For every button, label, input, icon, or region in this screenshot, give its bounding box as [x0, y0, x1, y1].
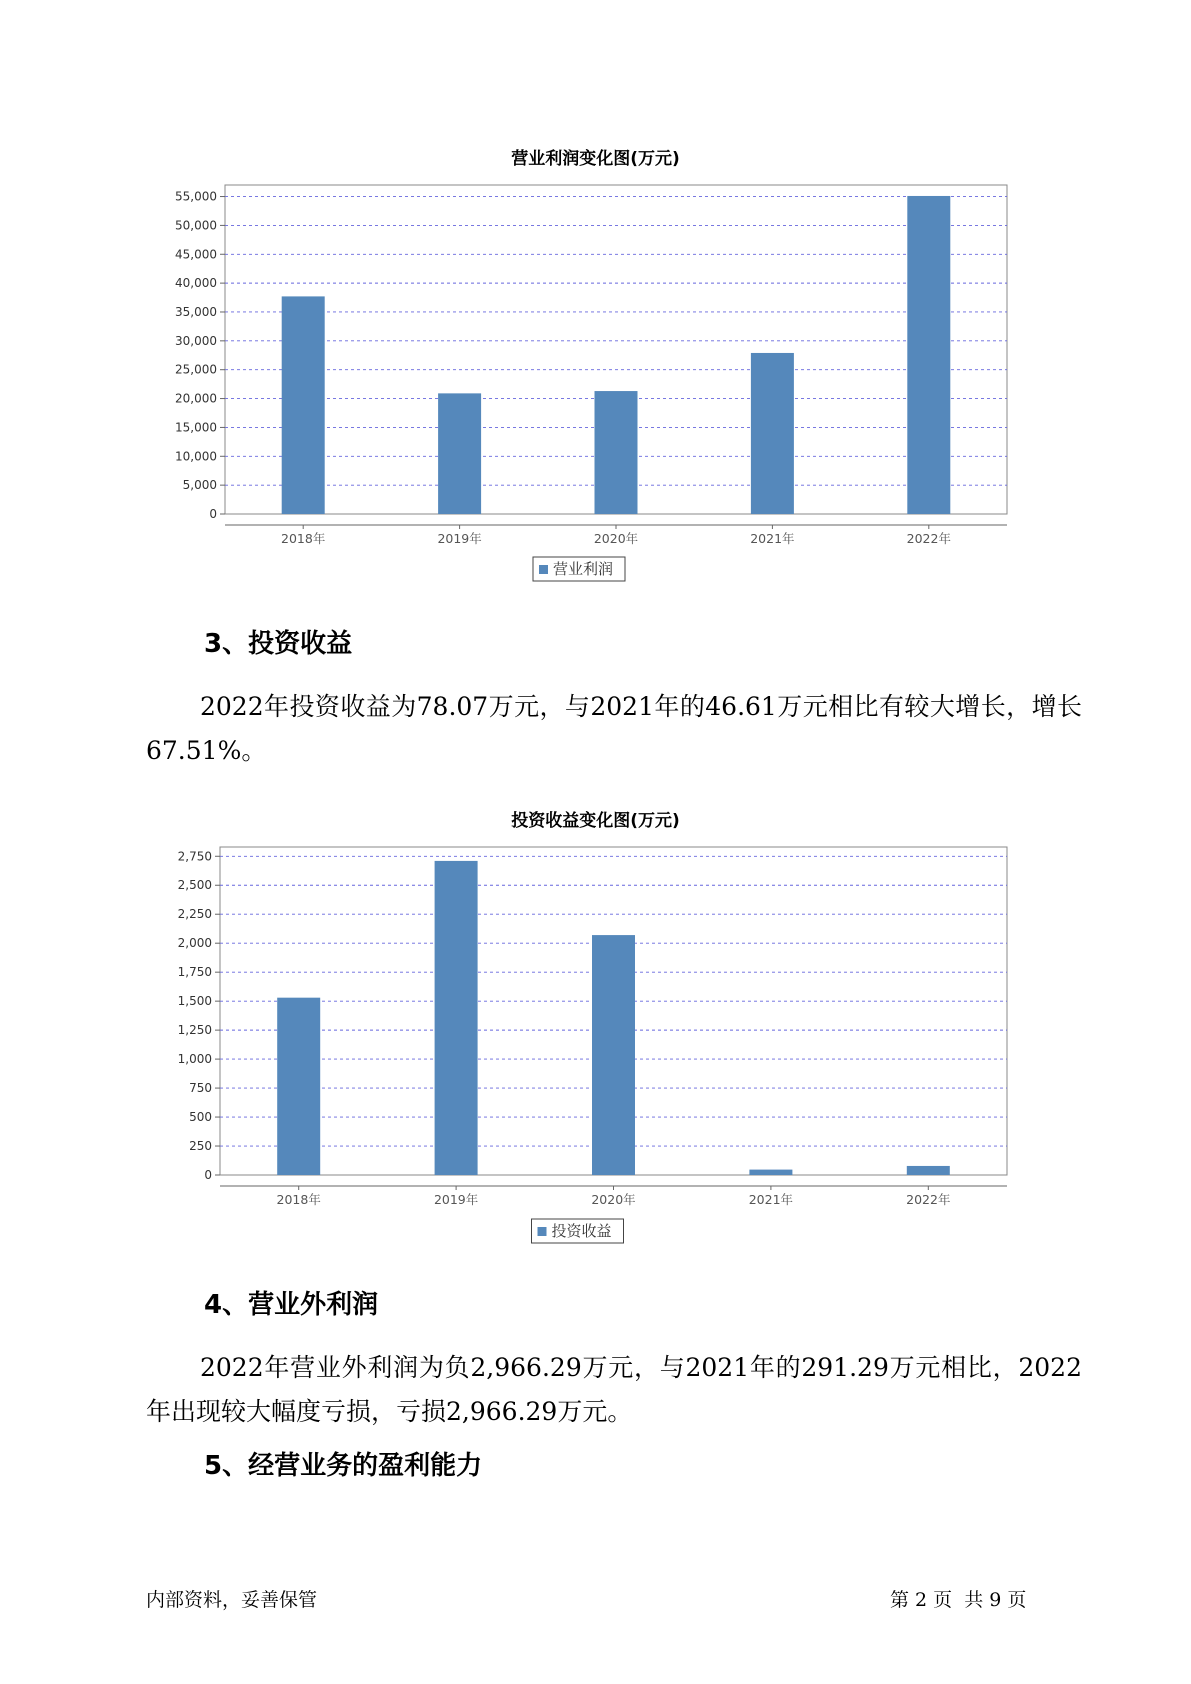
x-tick-label: 2020年 — [593, 531, 639, 546]
y-tick-label: 2,250 — [177, 907, 212, 922]
y-tick-label: 2,500 — [177, 878, 212, 893]
y-tick-label: 2,750 — [177, 849, 212, 864]
y-tick-label: 35,000 — [175, 304, 217, 319]
y-tick-label: 2,000 — [177, 936, 212, 951]
y-tick-label: 50,000 — [175, 218, 217, 233]
y-tick-label: 750 — [189, 1081, 212, 1096]
y-tick-label: 250 — [189, 1139, 212, 1154]
x-tick-label: 2022年 — [906, 1192, 951, 1207]
legend-swatch — [538, 1227, 547, 1236]
footer-confidential-note: 内部资料，妥善保管 — [146, 1589, 318, 1611]
y-tick-label: 1,000 — [177, 1052, 212, 1067]
legend-label: 投资收益 — [551, 1222, 612, 1240]
y-tick-label: 20,000 — [175, 391, 217, 406]
bar-2020年 — [592, 935, 635, 1175]
y-tick-label: 55,000 — [175, 189, 217, 204]
bar-2019年 — [435, 861, 478, 1175]
footer-page-number: 第 2 页 共 9 页 — [890, 1589, 1027, 1611]
section3-heading: 3、投资收益 — [204, 629, 353, 659]
x-tick-label: 2021年 — [750, 531, 795, 546]
x-tick-label: 2021年 — [748, 1192, 794, 1207]
section3-paragraph: 2022年投资收益为78.07万元，与2021年的46.61万元相比有较大增长，增长67.51%。 — [146, 692, 1082, 765]
y-tick-label: 0 — [209, 507, 217, 521]
y-tick-label: 10,000 — [175, 449, 217, 464]
section4-paragraph: 2022年营业外利润为负2,966.29万元，与2021年的291.29万元相比，2022年出现较大幅度亏损，亏损2,966.29万元。 — [146, 1353, 1082, 1426]
x-tick-label: 2018年 — [276, 1192, 321, 1207]
y-tick-label: 30,000 — [175, 333, 217, 348]
legend-label: 营业利润 — [553, 560, 614, 578]
chart2-title: 投资收益变化图(万元) — [511, 811, 680, 831]
y-tick-label: 1,250 — [177, 1023, 212, 1038]
y-tick-label: 40,000 — [175, 276, 217, 291]
x-tick-label: 2019年 — [437, 531, 482, 546]
y-tick-label: 1,750 — [177, 965, 212, 980]
section4-heading: 4、营业外利润 — [204, 1290, 379, 1320]
chart1-title: 营业利润变化图(万元) — [511, 149, 680, 169]
bar-2018年 — [277, 998, 320, 1175]
bar-2021年 — [749, 1170, 792, 1175]
y-tick-label: 5,000 — [182, 478, 217, 493]
x-tick-label: 2020年 — [591, 1192, 636, 1207]
y-tick-label: 1,500 — [177, 994, 212, 1009]
x-tick-label: 2022年 — [906, 531, 951, 546]
x-tick-label: 2019年 — [433, 1192, 479, 1207]
section5-heading: 5、经营业务的盈利能力 — [204, 1451, 483, 1481]
y-tick-label: 15,000 — [175, 420, 217, 435]
x-tick-label: 2018年 — [281, 531, 326, 546]
y-tick-label: 0 — [204, 1168, 212, 1182]
y-tick-label: 500 — [189, 1110, 212, 1125]
y-tick-label: 25,000 — [175, 362, 217, 377]
y-tick-label: 45,000 — [175, 247, 217, 262]
bar-2022年 — [907, 1166, 950, 1175]
